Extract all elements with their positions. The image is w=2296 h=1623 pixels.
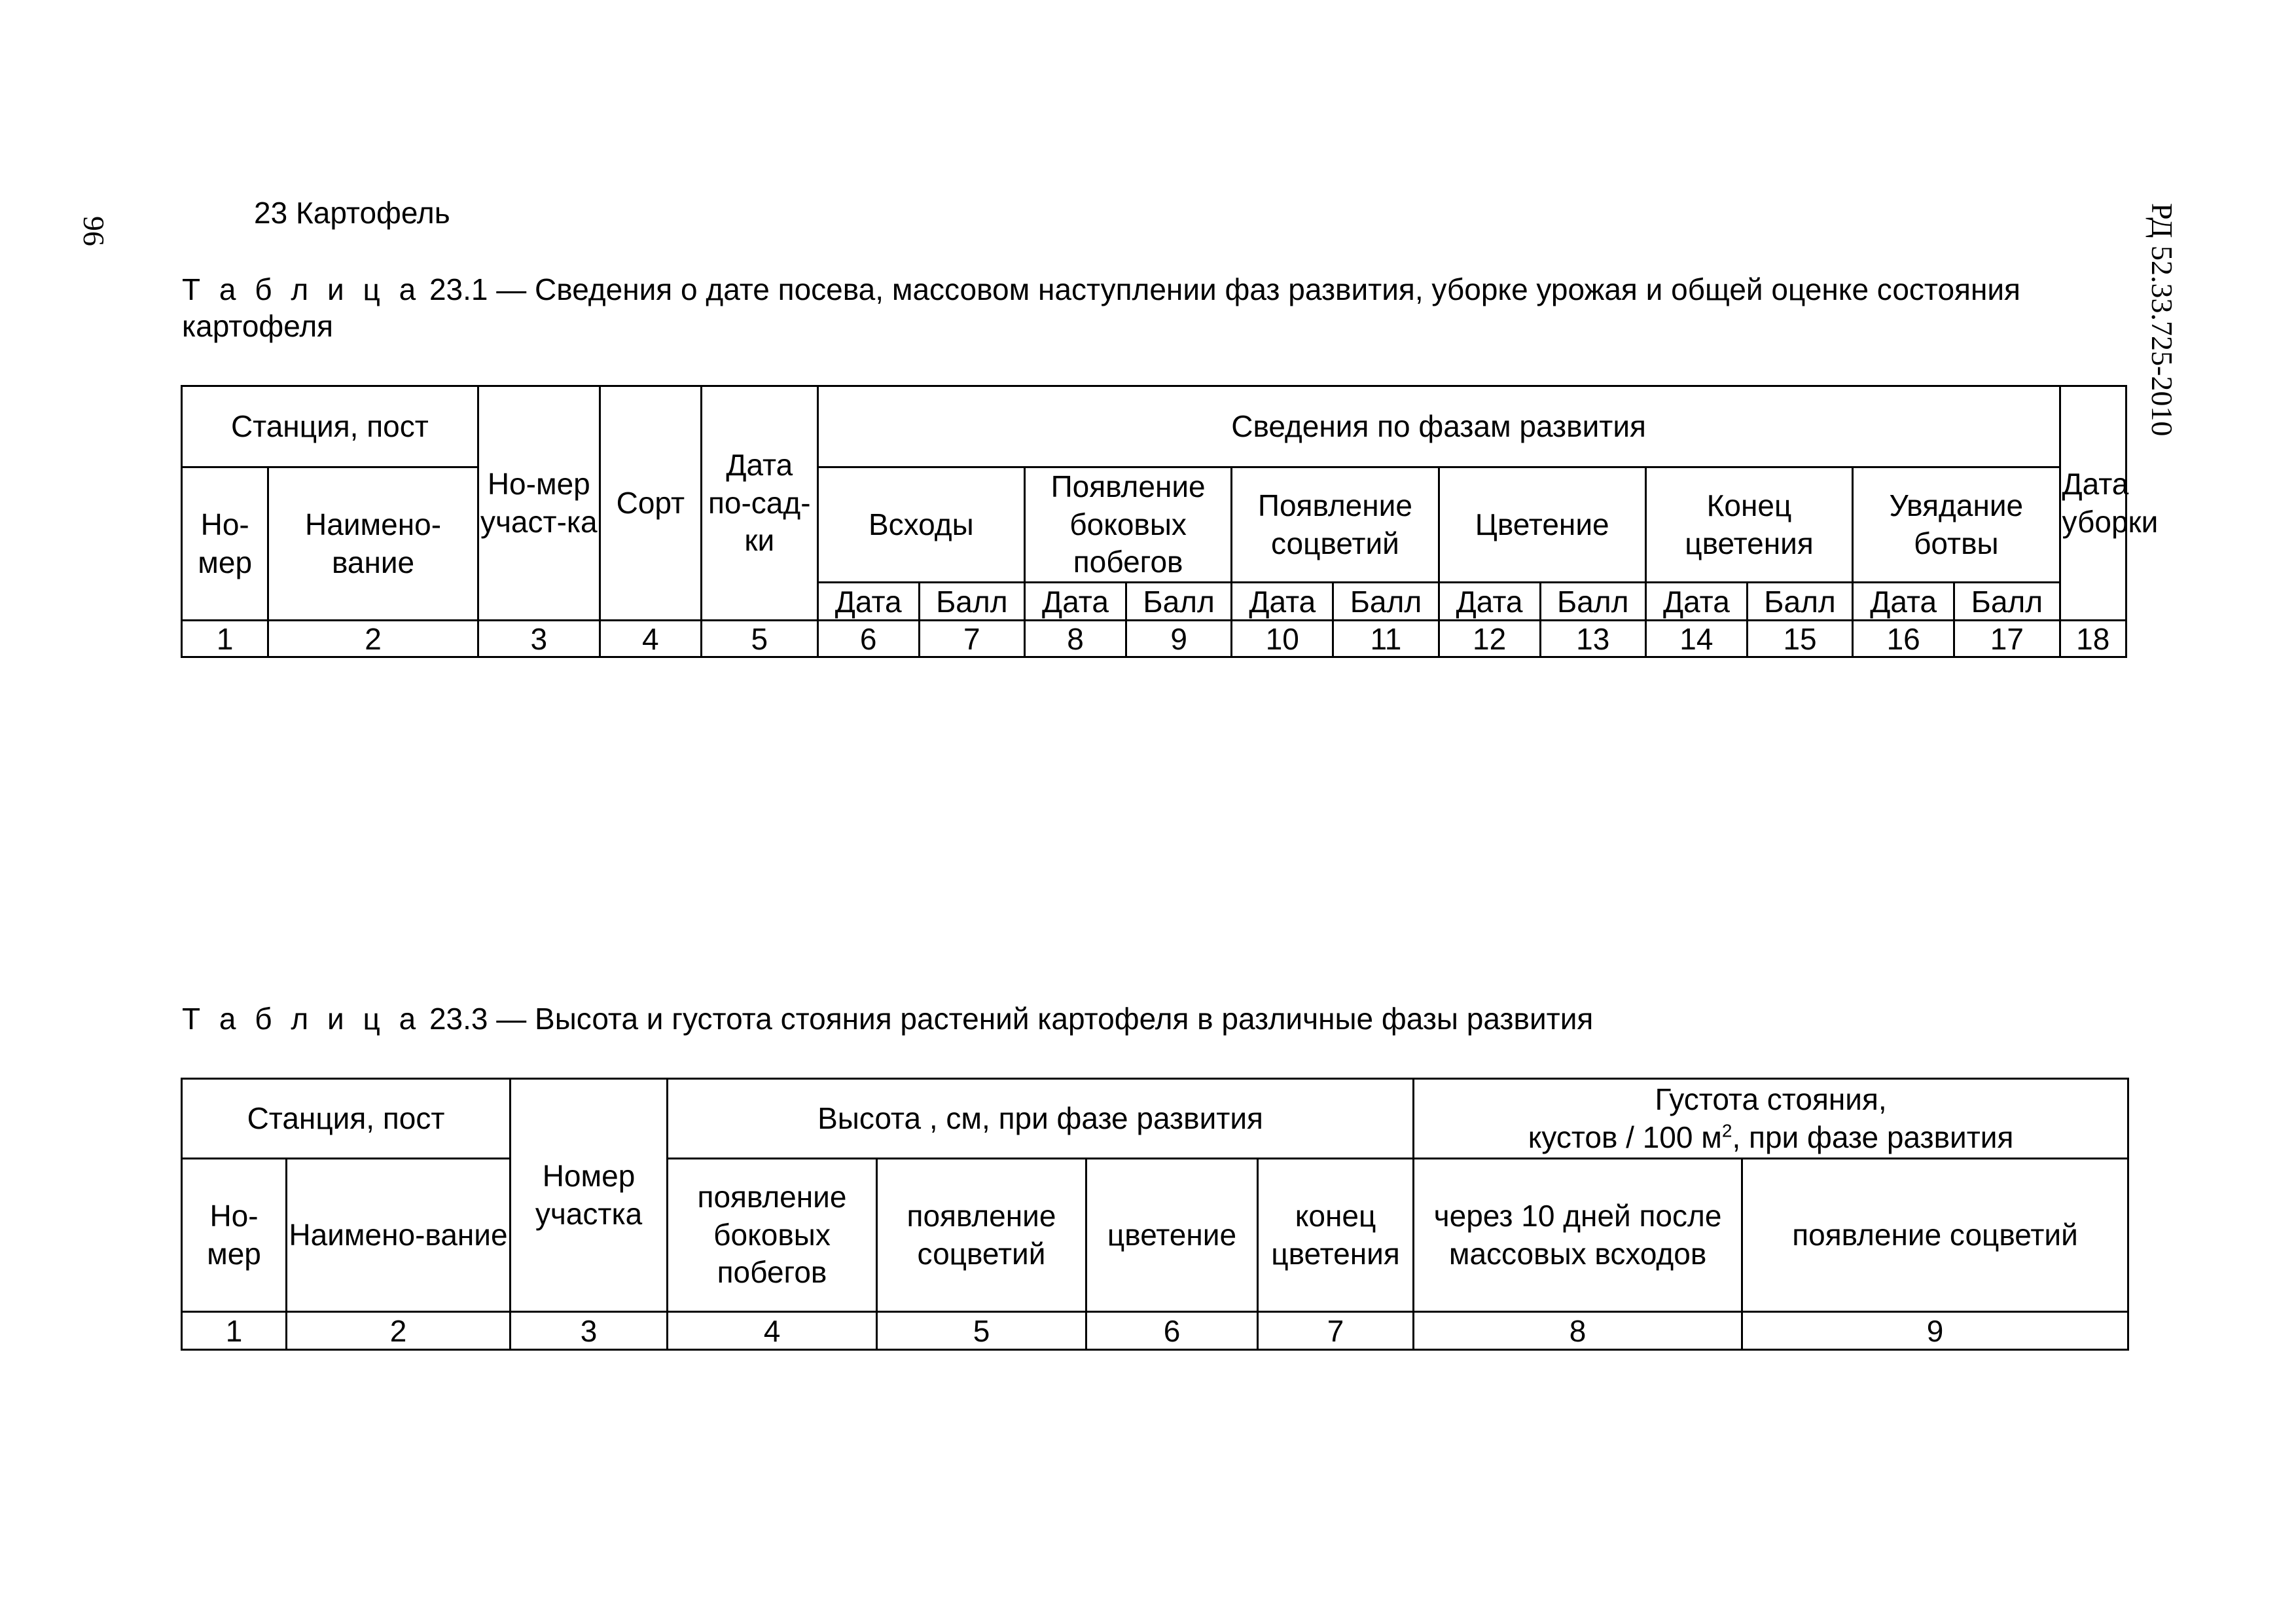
table1-caption (182, 271, 2145, 344)
column-number: 7 (919, 621, 1024, 657)
table2-caption (182, 1000, 2145, 1037)
header-harvest-date: Дата уборки (2060, 386, 2126, 621)
header-phase-emergence: Всходы (817, 467, 1024, 583)
column-number: 6 (1086, 1312, 1258, 1350)
column-number: 14 (1645, 621, 1747, 657)
header-height-side-shoots: появление боковых побегов (668, 1159, 877, 1312)
header-phase-side-shoots: Появление боковых побегов (1024, 467, 1231, 583)
subheader-score: Балл (1747, 583, 1852, 621)
square-superscript: 2 (1721, 1120, 1732, 1141)
header-station-number: Но-мер (182, 1159, 287, 1312)
header-plot-number: Но-мер участ-ка (478, 386, 600, 621)
subheader-date: Дата (1853, 583, 1954, 621)
column-number: 5 (701, 621, 817, 657)
column-number: 2 (268, 621, 478, 657)
header-phases: Сведения по фазам развития (817, 386, 2060, 467)
header-density-inflorescence: появление соцветий (1742, 1159, 2128, 1312)
column-number: 16 (1853, 621, 1954, 657)
page-number: 96 (77, 216, 111, 246)
section-title: 23 Картофель (254, 196, 450, 230)
header-station-name: Наимено-вание (287, 1159, 511, 1312)
header-station-number: Но-мер (182, 467, 268, 621)
column-number: 17 (1954, 621, 2060, 657)
table1 (181, 385, 2159, 658)
column-number: 3 (478, 621, 600, 657)
table2 (181, 1078, 2129, 1351)
column-number: 5 (877, 1312, 1086, 1350)
table1-caption-label: Т а б л и ц а (182, 272, 422, 306)
column-number: 7 (1258, 1312, 1414, 1350)
document-code: РД 52.33.725-2010 (2145, 203, 2179, 437)
column-number: 12 (1439, 621, 1540, 657)
header-station-name: Наимено-вание (268, 467, 478, 621)
column-number: 9 (1126, 621, 1232, 657)
subheader-date: Дата (1439, 583, 1540, 621)
subheader-date: Дата (1645, 583, 1747, 621)
header-phase-wilting: Увядание ботвы (1853, 467, 2060, 583)
header-height-end-flowering: конец цветения (1258, 1159, 1414, 1312)
header-height-inflorescence: появление соцветий (877, 1159, 1086, 1312)
header-station: Станция, пост (182, 386, 478, 467)
header-variety: Сорт (600, 386, 701, 621)
header-density-after-emergence: через 10 дней после массовых всходов (1414, 1159, 1742, 1312)
header-phase-end-flowering: Конец цветения (1645, 467, 1852, 583)
header-height-flowering: цветение (1086, 1159, 1258, 1312)
header-density-line1: Густота стояния, (1655, 1082, 1887, 1116)
subheader-date: Дата (817, 583, 919, 621)
table1-caption-text: 23.1 — Сведения о дате посева, массовом наступлении фаз развития, уборке урожая и общей оценке состояния картофеля (182, 272, 2020, 343)
header-plot-number: Номер участка (511, 1079, 668, 1312)
header-phase-inflorescence: Появление соцветий (1232, 467, 1439, 583)
header-station: Станция, пост (182, 1079, 511, 1159)
header-density-line2-end: , при фазе развития (1732, 1120, 2014, 1154)
column-number: 10 (1232, 621, 1333, 657)
subheader-score: Балл (1954, 583, 2060, 621)
subheader-score: Балл (1333, 583, 1439, 621)
column-number: 15 (1747, 621, 1852, 657)
column-number: 18 (2060, 621, 2126, 657)
subheader-score: Балл (1540, 583, 1645, 621)
column-number: 2 (287, 1312, 511, 1350)
column-number: 6 (817, 621, 919, 657)
column-number: 8 (1414, 1312, 1742, 1350)
subheader-date: Дата (1024, 583, 1126, 621)
table2-caption-label: Т а б л и ц а (182, 1002, 422, 1036)
column-number: 13 (1540, 621, 1645, 657)
table2-caption-text: 23.3 — Высота и густота стояния растений картофеля в различные фазы развития (429, 1002, 1594, 1036)
column-number: 4 (600, 621, 701, 657)
header-height: Высота , см, при фазе развития (668, 1079, 1414, 1159)
header-planting-date: Дата по-сад-ки (701, 386, 817, 621)
subheader-date: Дата (1232, 583, 1333, 621)
header-phase-flowering: Цветение (1439, 467, 1645, 583)
column-number: 8 (1024, 621, 1126, 657)
column-number: 4 (668, 1312, 877, 1350)
column-number: 11 (1333, 621, 1439, 657)
subheader-score: Балл (919, 583, 1024, 621)
column-number: 3 (511, 1312, 668, 1350)
column-number: 9 (1742, 1312, 2128, 1350)
header-density (1414, 1079, 2128, 1159)
header-density-line2: кустов / 100 м (1528, 1120, 1722, 1154)
column-number: 1 (182, 621, 268, 657)
subheader-score: Балл (1126, 583, 1232, 621)
column-number: 1 (182, 1312, 287, 1350)
